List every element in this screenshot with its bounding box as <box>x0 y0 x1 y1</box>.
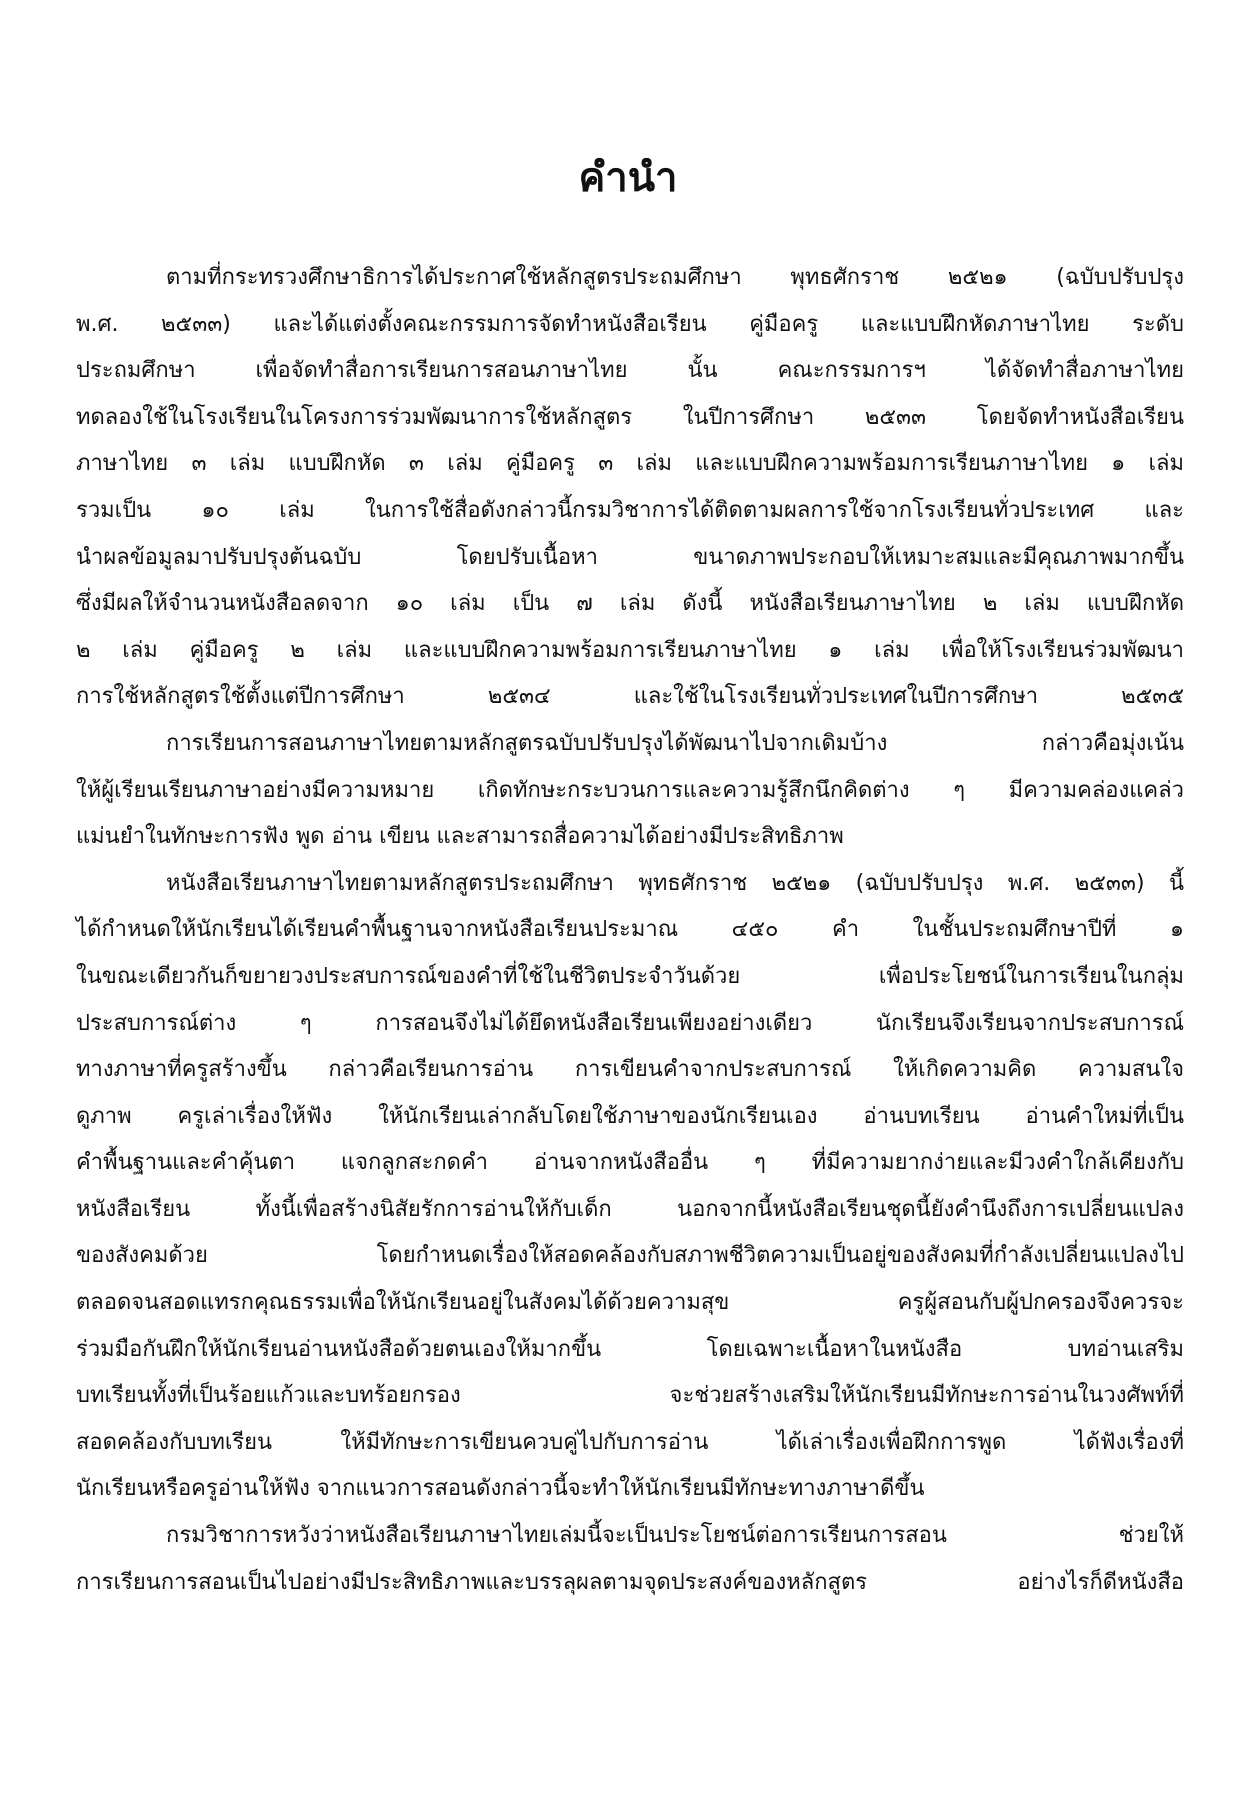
text-line: การเรียนการสอนเป็นไปอย่างมีประสิทธิภาพและบรรลุผลตามจุดประสงค์ของหลักสูตร อย่างไรก็ดีหนังสือ <box>76 1569 1184 1595</box>
text-line: ดูภาพ ครูเล่าเรื่องให้ฟัง ให้นักเรียนเล่ากลับโดยใช้ภาษาของนักเรียนเอง อ่านบทเรียน อ่านคำใหม่ที่เป็น <box>76 1103 1184 1129</box>
text-line: ภาษาไทย ๓ เล่ม แบบฝึกหัด ๓ เล่ม คู่มือครู ๓ เล่ม และแบบฝึกความพร้อมการเรียนภาษาไทย ๑ เล่ม <box>76 451 1184 477</box>
page-title: คำนำ <box>578 155 678 201</box>
text-line: นำผลข้อมูลมาปรับปรุงต้นฉบับ โดยปรับเนื้อหา ขนาดภาพประกอบให้เหมาะสมและมีคุณภาพมากขึ้น <box>76 544 1184 570</box>
text-line: การเรียนการสอนภาษาไทยตามหลักสูตรฉบับปรับปรุงได้พัฒนาไปจากเดิมบ้าง กล่าวคือมุ่งเน้น <box>166 730 1184 756</box>
text-line: ของสังคมด้วย โดยกำหนดเรื่องให้สอดคล้องกับสภาพชีวิตความเป็นอยู่ของสังคมที่กำลังเปลี่ยนแปลงไป <box>76 1243 1184 1269</box>
text-line: ได้กำหนดให้นักเรียนได้เรียนคำพื้นฐานจากหนังสือเรียนประมาณ ๔๕๐ คำ ในชั้นประถมศึกษาปีที่ ๑ <box>76 917 1184 943</box>
text-line: หนังสือเรียนภาษาไทยตามหลักสูตรประถมศึกษา พุทธศักราช ๒๕๒๑ (ฉบับปรับปรุง พ.ศ. ๒๕๓๓) นี้ <box>166 870 1184 896</box>
text-line: พ.ศ. ๒๕๓๓) และได้แต่งตั้งคณะกรรมการจัดทำหนังสือเรียน คู่มือครู และแบบฝึกหัดภาษาไทย ระดับ <box>76 311 1184 337</box>
text-line: ทดลองใช้ในโรงเรียนในโครงการร่วมพัฒนาการใช้หลักสูตร ในปีการศึกษา ๒๕๓๓ โดยจัดทำหนังสือเรียน <box>76 404 1184 430</box>
text-line: ร่วมมือกันฝึกให้นักเรียนอ่านหนังสือด้วยตนเองให้มากขึ้น โดยเฉพาะเนื้อหาในหนังสือ บทอ่านเสริม <box>76 1336 1184 1362</box>
text-line: ให้ผู้เรียนเรียนภาษาอย่างมีความหมาย เกิดทักษะกระบวนการและความรู้สึกนึกคิดต่าง ๆ มีความคล่องแคล่ว <box>76 777 1184 803</box>
text-line: ซึ่งมีผลให้จำนวนหนังสือลดจาก ๑๐ เล่ม เป็น ๗ เล่ม ดังนี้ หนังสือเรียนภาษาไทย ๒ เล่ม แบบฝึกหัด <box>76 591 1184 617</box>
text-line: ตลอดจนสอดแทรกคุณธรรมเพื่อให้นักเรียนอยู่ในสังคมได้ด้วยความสุข ครูผู้สอนกับผู้ปกครองจึงควรจะ <box>76 1290 1184 1316</box>
text-line: ทางภาษาที่ครูสร้างขึ้น กล่าวคือเรียนการอ่าน การเขียนคำจากประสบการณ์ ให้เกิดความคิด ความสนใจ <box>76 1057 1184 1083</box>
text-line: นักเรียนหรือครูอ่านให้ฟัง จากแนวการสอนดังกล่าวนี้จะทำให้นักเรียนมีทักษะทางภาษาดีขึ้น <box>76 1476 925 1502</box>
text-line: ประสบการณ์ต่าง ๆ การสอนจึงไม่ได้ยึดหนังสือเรียนเพียงอย่างเดียว นักเรียนจึงเรียนจากประสบการณ์ <box>76 1010 1184 1036</box>
text-line: การใช้หลักสูตรใช้ตั้งแต่ปีการศึกษา ๒๕๓๔ และใช้ในโรงเรียนทั่วประเทศในปีการศึกษา ๒๕๓๕ <box>76 684 1184 710</box>
text-line: ตามที่กระทรวงศึกษาธิการได้ประกาศใช้หลักสูตรประถมศึกษา พุทธศักราช ๒๕๒๑ (ฉบับปรับปรุง <box>166 265 1184 290</box>
text-line: รวมเป็น ๑๐ เล่ม ในการใช้สื่อดังกล่าวนี้กรมวิชาการได้ติดตามผลการใช้จากโรงเรียนทั่วประเทศ และ <box>76 497 1184 523</box>
text-line: หนังสือเรียน ทั้งนี้เพื่อสร้างนิสัยรักการอ่านให้กับเด็ก นอกจากนี้หนังสือเรียนชุดนี้ยังคำนึงถึงการเปลี่ยนแปลง <box>76 1196 1184 1222</box>
text-line: ประถมศึกษา เพื่อจัดทำสื่อการเรียนการสอนภาษาไทย นั้น คณะกรรมการฯ ได้จัดทำสื่อภาษาไทย <box>76 358 1184 384</box>
text-line: สอดคล้องกับบทเรียน ให้มีทักษะการเขียนควบคู่ไปกับการอ่าน ได้เล่าเรื่องเพื่อฝึกการพูด ได้ฟังเรื่องที่ <box>76 1429 1184 1455</box>
text-line: กรมวิชาการหวังว่าหนังสือเรียนภาษาไทยเล่มนี้จะเป็นประโยชน์ต่อการเรียนการสอน ช่วยให้ <box>166 1523 1184 1549</box>
text-line: ในขณะเดียวกันก็ขยายวงประสบการณ์ของคำที่ใช้ในชีวิตประจำวันด้วย เพื่อประโยชน์ในการเรียนในกลุ่ม <box>76 963 1184 989</box>
text-line: แม่นยำในทักษะการฟัง พูด อ่าน เขียน และสามารถสื่อความได้อย่างมีประสิทธิภาพ <box>76 824 844 850</box>
text-line: ๒ เล่ม คู่มือครู ๒ เล่ม และแบบฝึกความพร้อมการเรียนภาษาไทย ๑ เล่ม เพื่อให้โรงเรียนร่วมพัฒนา <box>76 637 1184 663</box>
text-line: คำพื้นฐานและคำคุ้นตา แจกลูกสะกดคำ อ่านจากหนังสืออื่น ๆ ที่มีความยากง่ายและมีวงคำใกล้เคียงกับ <box>76 1150 1184 1176</box>
preface-body <box>76 255 1184 1606</box>
text-line: บทเรียนทั้งที่เป็นร้อยแก้วและบทร้อยกรอง จะช่วยสร้างเสริมให้นักเรียนมีทักษะการอ่านในวงศัพท์ที่ <box>76 1383 1184 1409</box>
